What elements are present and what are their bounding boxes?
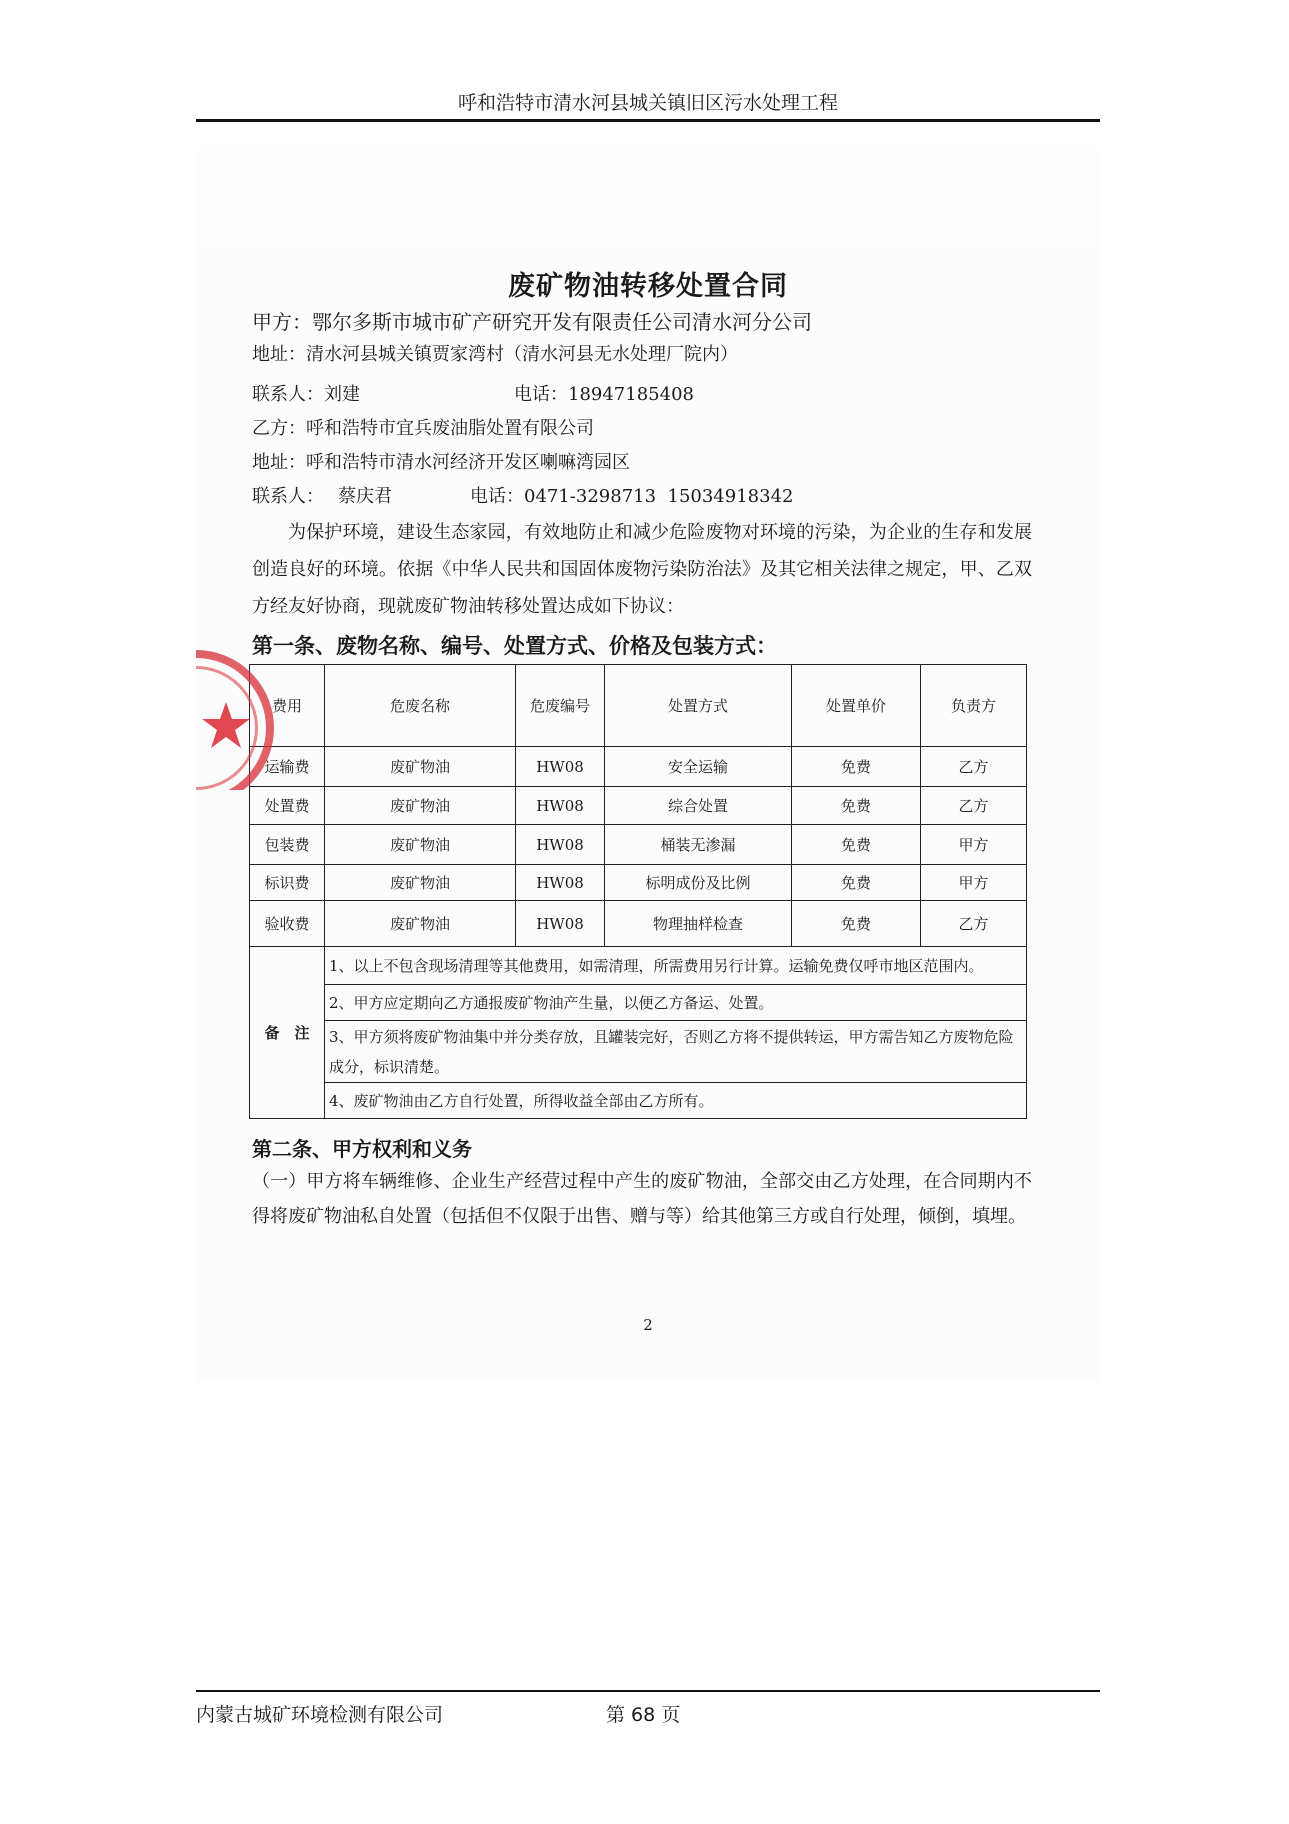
party-b-address-line — [252, 448, 630, 474]
party-b-line — [252, 414, 594, 440]
note-item: 4、废矿物油由乙方自行处置，所得收益全部由乙方所有。 — [325, 1083, 1027, 1119]
table-row — [250, 825, 1027, 865]
red-seal-stamp — [196, 650, 316, 790]
note-item: 2、甲方应定期向乙方通报废矿物油产生量，以便乙方备运、处置。 — [325, 985, 1027, 1021]
notes-label: 备 注 — [250, 947, 325, 1119]
party-b-phone-label: 电话： — [470, 486, 524, 507]
party-a-contact-label: 联系人： — [252, 384, 324, 405]
party-b-label: 乙方： — [252, 418, 306, 439]
party-a-phone-label: 电话： — [514, 384, 568, 405]
party-a-name: 鄂尔多斯市城市矿产研究开发有限责任公司清水河分公司 — [312, 310, 812, 334]
party-a-contact: 刘建 — [324, 384, 360, 405]
party-a-address-line — [252, 340, 738, 366]
unit-price-cell: 免费 — [792, 865, 921, 901]
fee-cell: 标识费 — [250, 865, 325, 901]
table-header-cell: 费用 — [250, 665, 325, 747]
footer-company: 内蒙古城矿环境检测有限公司 — [196, 1704, 444, 1726]
unit-price-cell: 免费 — [792, 787, 921, 825]
notes-row — [250, 985, 1027, 1021]
unit-price-cell: 免费 — [792, 825, 921, 865]
waste-name-cell: 废矿物油 — [325, 787, 516, 825]
waste-table — [249, 664, 1027, 1119]
intro-paragraph: 为保护环境，建设生态家园，有效地防止和减少危险废物对环境的污染，为企业的生存和发展创造良好的环境。依据《中华人民共和国固体废物污染防治法》及其它相关法律之规定，甲、乙双方经友好协商，现就废矿物油转移处置达成如下协议： — [252, 522, 1032, 617]
footer-page-number: 第 68 页 — [606, 1704, 681, 1726]
party-a-line — [252, 306, 812, 335]
waste-name-cell: 废矿物油 — [325, 747, 516, 787]
responsible-party-cell: 乙方 — [921, 747, 1027, 787]
contract-title: 废矿物油转移处置合同 — [508, 271, 788, 302]
waste-name-cell: 废矿物油 — [325, 865, 516, 901]
note-item: 1、以上不包含现场清理等其他费用，如需清理，所需费用另行计算。运输免费仅呼市地区范围内。 — [325, 947, 1027, 985]
waste-name-cell: 废矿物油 — [325, 901, 516, 947]
disposal-method-cell: 物理抽样检查 — [605, 901, 792, 947]
disposal-method-cell: 桶装无渗漏 — [605, 825, 792, 865]
fee-cell: 运输费 — [250, 747, 325, 787]
waste-name-cell: 废矿物油 — [325, 825, 516, 865]
star-icon — [200, 700, 252, 752]
section-2-heading: 第二条、甲方权利和义务 — [252, 1137, 472, 1161]
table-header-cell: 危废编号 — [516, 665, 605, 747]
party-b-name: 呼和浩特市宜兵废油脂处置有限公司 — [306, 418, 594, 439]
footer-rule — [196, 1690, 1100, 1692]
notes-row — [250, 1021, 1027, 1083]
party-b-contact: 蔡庆君 — [338, 486, 392, 507]
responsible-party-cell: 甲方 — [921, 825, 1027, 865]
table-header-cell: 处置方式 — [605, 665, 792, 747]
table-row — [250, 865, 1027, 901]
disposal-method-cell: 标明成份及比例 — [605, 865, 792, 901]
party-a-label: 甲方： — [252, 310, 312, 334]
party-a-address-label: 地址： — [252, 344, 306, 365]
table-row — [250, 747, 1027, 787]
fee-cell: 处置费 — [250, 787, 325, 825]
party-b-address-label: 地址： — [252, 452, 306, 473]
waste-code-cell: HW08 — [516, 787, 605, 825]
party-b-contact-line — [252, 482, 392, 508]
fee-cell: 包装费 — [250, 825, 325, 865]
table-header-cell: 处置单价 — [792, 665, 921, 747]
fee-cell: 验收费 — [250, 901, 325, 947]
section-1-heading: 第一条、废物名称、编号、处置方式、价格及包装方式： — [252, 634, 777, 658]
party-b-address: 呼和浩特市清水河经济开发区喇嘛湾园区 — [306, 452, 630, 473]
table-header-cell: 危废名称 — [325, 665, 516, 747]
unit-price-cell: 免费 — [792, 901, 921, 947]
header-rule — [196, 119, 1100, 122]
party-b-phone: 0471-3298713 15034918342 — [524, 486, 794, 507]
party-a-address: 清水河县城关镇贾家湾村（清水河县无水处理厂院内） — [306, 344, 738, 365]
scan-page-number: 2 — [643, 1316, 653, 1334]
party-a-phone-line — [514, 380, 694, 406]
table-header-row — [250, 665, 1027, 747]
responsible-party-cell: 乙方 — [921, 901, 1027, 947]
notes-row — [250, 947, 1027, 985]
waste-code-cell: HW08 — [516, 825, 605, 865]
table-row — [250, 901, 1027, 947]
scanned-contract-page — [196, 150, 1100, 1380]
responsible-party-cell: 乙方 — [921, 787, 1027, 825]
table-header-cell: 负责方 — [921, 665, 1027, 747]
waste-code-cell: HW08 — [516, 901, 605, 947]
waste-code-cell: HW08 — [516, 747, 605, 787]
disposal-method-cell: 综合处置 — [605, 787, 792, 825]
notes-row — [250, 1083, 1027, 1119]
section-2-paragraph: （一）甲方将车辆维修、企业生产经营过程中产生的废矿物油，全部交由乙方处理，在合同期内不得将废矿物油私自处置（包括但不仅限于出售、赠与等）给其他第三方或自行处理，倾倒，填埋。 — [252, 1171, 1032, 1227]
party-a-contact-line — [252, 380, 360, 406]
table-row — [250, 787, 1027, 825]
disposal-method-cell: 安全运输 — [605, 747, 792, 787]
responsible-party-cell: 甲方 — [921, 865, 1027, 901]
party-b-phone-line — [470, 482, 793, 508]
party-b-contact-label: 联系人： — [252, 486, 324, 507]
note-item: 3、甲方须将废矿物油集中并分类存放，且罐装完好，否则乙方将不提供转运，甲方需告知乙方废物危险成分，标识清楚。 — [325, 1021, 1027, 1083]
unit-price-cell: 免费 — [792, 747, 921, 787]
party-a-phone: 18947185408 — [568, 384, 694, 405]
running-header: 呼和浩特市清水河县城关镇旧区污水处理工程 — [457, 92, 838, 114]
waste-code-cell: HW08 — [516, 865, 605, 901]
